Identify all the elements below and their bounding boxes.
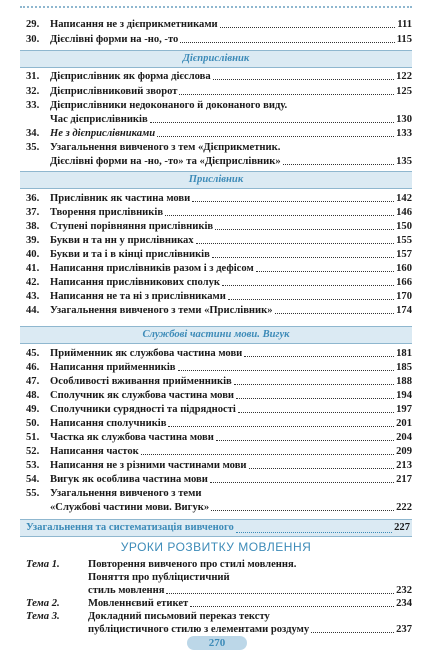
leader-dots [311,632,394,633]
leader-dots [168,426,394,427]
toc-row[interactable] [26,290,412,303]
toc-page: 201 [396,418,412,429]
toc-page: 150 [396,221,412,232]
leader-dots [228,299,394,300]
summary-title: Узагальнення та систематизація вивченого [26,522,234,533]
toc-title: Написання не з різними частинами мови [50,460,247,471]
toc-page: 130 [396,114,412,125]
section-header-diepryslivnyk: Дієприслівник [20,50,412,68]
toc-row[interactable] [26,18,412,31]
toc-number: 54. [26,474,40,485]
toc-number: 47. [26,376,40,387]
toc-page: 197 [396,404,412,415]
toc-page: 204 [396,432,412,443]
toc-number: 36. [26,193,40,204]
toc-row[interactable] [26,417,412,430]
leader-dots [220,27,396,28]
summary-page: 227 [394,522,410,533]
toc-number: 31. [26,71,40,82]
toc-number: 30. [26,34,40,45]
leader-dots [157,136,394,137]
toc-page: 133 [396,128,412,139]
lesson-page: 234 [396,598,412,609]
toc-page: 135 [396,156,412,167]
leader-dots [238,412,394,413]
toc-page: 188 [396,376,412,387]
toc-page: 185 [396,362,412,373]
toc-row[interactable] [26,304,412,317]
toc-title: Прислівник як частина мови [50,193,191,204]
toc-row[interactable] [26,206,412,219]
lesson-row-continuation[interactable] [88,571,412,584]
toc-page: 217 [396,474,412,485]
toc-row[interactable] [26,459,412,472]
toc-page: 142 [396,193,412,204]
toc-number: 51. [26,432,40,443]
toc-page: 155 [396,235,412,246]
leader-dots [222,285,394,286]
toc-number: 55. [26,488,40,499]
toc-title: Написання прислівникових сполук [50,277,221,288]
toc-row[interactable] [26,192,412,205]
toc-number: 48. [26,390,40,401]
leader-dots [244,356,394,357]
leader-dots [210,482,394,483]
toc-number: 44. [26,305,40,316]
toc-page: 146 [396,207,412,218]
toc-row[interactable] [26,262,412,275]
lesson-title: Мовленнєвий етикет [88,598,189,609]
toc-row[interactable] [26,33,412,46]
leader-dots [192,201,394,202]
toc-title: Написання часток [50,446,139,457]
toc-page: 174 [396,305,412,316]
toc-row[interactable] [26,431,412,444]
toc-number: 29. [26,19,40,30]
leader-dots [213,79,394,80]
toc-row[interactable] [26,85,412,98]
leader-dots [212,257,394,258]
lessons-heading: УРОКИ РОЗВИТКУ МОВЛЕННЯ [120,540,312,554]
toc-title: Написання не та ні з прислівниками [50,291,226,302]
lesson-tema: Тема 3. [26,611,60,622]
toc-title: Дієслівні форми на -но, -то [50,34,179,45]
toc-number: 32. [26,86,40,97]
toc-title: Творення прислівників [50,207,164,218]
lesson-title: Поняття про публіцистичний [88,572,230,583]
lesson-page: 232 [396,585,412,596]
leader-dots [283,164,394,165]
lesson-row[interactable] [26,597,412,610]
lesson-row[interactable] [26,610,412,623]
leader-dots [211,510,394,511]
toc-number: 42. [26,277,40,288]
toc-row[interactable] [26,487,412,500]
toc-number: 50. [26,418,40,429]
lesson-title: Повторення вивченого про стилі мовлення. [88,559,297,570]
lesson-title: публіцистичного стилю з елементами роздуму [88,624,310,635]
leader-dots [165,215,394,216]
toc-number: 35. [26,142,40,153]
leader-dots [190,606,394,607]
leader-dots [216,440,394,441]
leader-dots [180,42,394,43]
toc-page: 122 [396,71,412,82]
toc-page: 222 [396,502,412,513]
toc-number: 45. [26,348,40,359]
toc-number: 46. [26,362,40,373]
toc-number: 53. [26,460,40,471]
toc-row[interactable] [26,347,412,360]
toc-number: 43. [26,291,40,302]
toc-row[interactable] [26,276,412,289]
toc-title: Прийменник як службова частина мови [50,348,243,359]
toc-number: 38. [26,221,40,232]
leader-dots [236,398,394,399]
leader-dots [178,370,395,371]
toc-title: Написання сполучників [50,418,167,429]
toc-number: 49. [26,404,40,415]
lesson-page: 237 [396,624,412,635]
toc-row[interactable] [26,99,412,112]
leader-dots [234,384,394,385]
toc-title: «Службові частини мови. Вигук» [50,502,210,513]
toc-row[interactable] [26,389,412,402]
toc-title: Узагальнення вивченого з теми «Прислівник» [50,305,273,316]
toc-row[interactable] [26,403,412,416]
toc-row[interactable] [26,234,412,247]
toc-title: Написання прийменників [50,362,176,373]
toc-row-continuation[interactable] [50,155,412,168]
toc-title: Букви н та нн у прислівниках [50,235,194,246]
toc-row-continuation[interactable] [50,113,412,126]
toc-number: 34. [26,128,40,139]
toc-number: 41. [26,263,40,274]
toc-title: Узагальнення вивченого з тем «Дієприкметник. [50,142,281,153]
lesson-tema: Тема 1. [26,559,60,570]
leader-dots [275,313,395,314]
leader-dots [150,122,394,123]
page-number-badge: 270 [187,636,247,650]
toc-title: Вигук як особлива частина мови [50,474,208,485]
lesson-row-continuation[interactable] [88,623,412,636]
lesson-tema: Тема 2. [26,598,60,609]
toc-title: Частка як службова частина мови [50,432,214,443]
section-header-sluzhbovi: Службові частини мови. Вигук [20,326,412,344]
section-header-pryslivnyk: Прислівник [20,171,412,189]
leader-dots [179,94,394,95]
toc-row[interactable] [26,375,412,388]
toc-title: Ступені порівняння прислівників [50,221,214,232]
toc-row[interactable] [26,70,412,83]
toc-number: 52. [26,446,40,457]
toc-row[interactable] [26,248,412,261]
lesson-title: стиль мовлення [88,585,165,596]
toc-row[interactable] [26,361,412,374]
toc-title: Написання прислівників разом і з дефісом [50,263,254,274]
toc-page: 157 [396,249,412,260]
toc-number: 33. [26,100,40,111]
toc-title: Сполучники сурядності та підрядності [50,404,236,415]
toc-title: Букви и та і в кінці прислівників [50,249,210,260]
leader-dots [141,454,394,455]
toc-page: 170 [396,291,412,302]
toc-title: Дієприслівники недоконаного й доконаного виду. [50,100,288,111]
toc-row[interactable] [26,445,412,458]
lesson-row[interactable] [26,558,412,571]
toc-page: 125 [396,86,412,97]
toc-row-continuation[interactable] [50,501,412,514]
leader-dots [196,243,395,244]
toc-title: Час дієприслівників [50,114,148,125]
leader-dots [215,229,394,230]
toc-page: 194 [396,390,412,401]
toc-title: Написання не з дієприкметниками [50,19,218,30]
leader-dots [236,532,392,533]
lesson-row-continuation[interactable] [88,584,412,597]
toc-title: Дієслівні форми на -но, -то» та «Дієприслівник» [50,156,281,167]
lesson-title: Докладний письмовий переказ тексту [88,611,270,622]
leader-dots [166,593,394,594]
toc-page: 181 [396,348,412,359]
toc-title: Узагальнення вивченого з теми [50,488,202,499]
toc-number: 40. [26,249,40,260]
toc-row[interactable] [26,141,412,154]
summary-row[interactable] [20,519,412,537]
leader-dots [256,271,394,272]
toc-title: Дієприслівниковий зворот [50,86,178,97]
toc-row[interactable] [26,473,412,486]
toc-number: 39. [26,235,40,246]
toc-row[interactable] [26,127,412,140]
toc-page: 160 [396,263,412,274]
toc-title: Сполучник як службова частина мови [50,390,235,401]
toc-page: 115 [396,34,412,45]
toc-page: 213 [396,460,412,471]
toc-title: Не з дієприслівниками [50,128,156,139]
toc-number: 37. [26,207,40,218]
toc-page: 111 [397,19,412,30]
leader-dots [249,468,395,469]
top-dotted-rule [20,6,412,8]
toc-page: 166 [396,277,412,288]
toc-title: Дієприслівник як форма дієслова [50,71,211,82]
toc-row[interactable] [26,220,412,233]
toc-page: 209 [396,446,412,457]
toc-title: Особливості вживання прийменників [50,376,232,387]
